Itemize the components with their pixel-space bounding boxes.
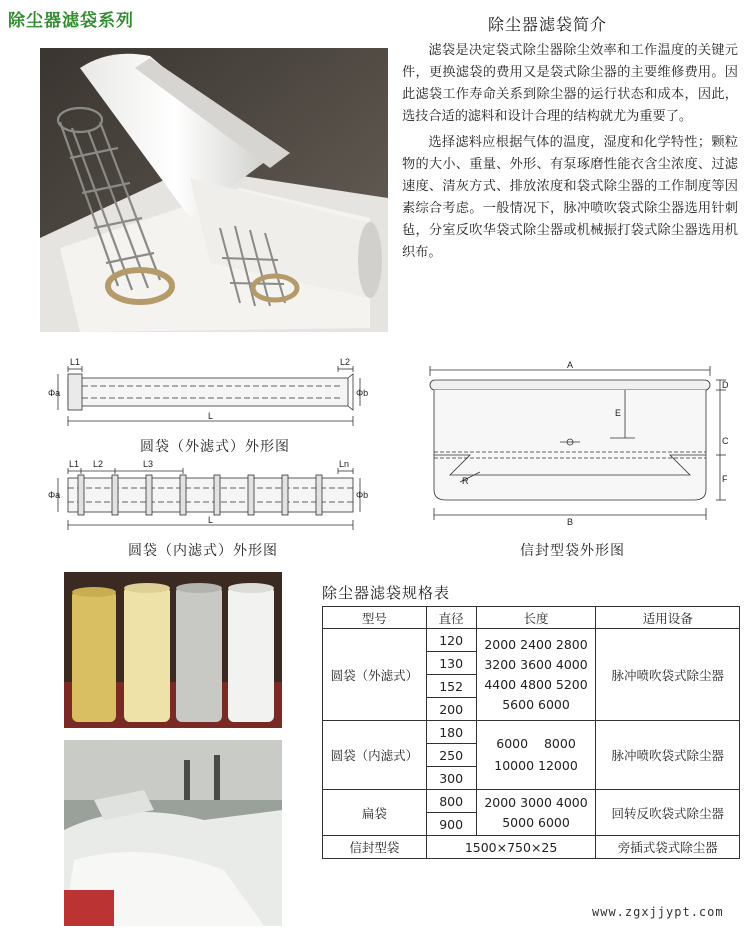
spec-diameter: 180	[426, 721, 476, 744]
spec-diameter: 250	[426, 744, 476, 767]
footer-url: www.zgxjjypt.com	[592, 905, 724, 919]
envelope-label-E: E	[615, 408, 622, 418]
inner-bag-caption: 圆袋（内滤式）外形图	[128, 543, 278, 559]
inner-label-phi-a: Φa	[48, 490, 61, 500]
outer-label-L2: L2	[340, 357, 351, 367]
spec-table	[322, 606, 740, 859]
spec-length-line: 5000 6000	[502, 814, 570, 830]
spec-length-line: 3200 3600 4000	[484, 656, 588, 672]
spec-model: 圆袋（外滤式）	[323, 629, 427, 721]
spec-table-title: 除尘器滤袋规格表	[322, 584, 451, 602]
inner-label-L: L	[208, 515, 214, 525]
filter-bag-photo	[40, 48, 388, 332]
spec-model: 扁袋	[323, 790, 427, 836]
spec-length-line: 2000 3000 4000	[484, 794, 588, 810]
spec-diameter: 300	[426, 767, 476, 790]
intro-text	[402, 40, 738, 268]
spec-lengths	[476, 790, 596, 836]
spec-lengths	[476, 629, 596, 721]
intro-paragraph-1: 滤袋是决定袋式除尘器除尘效率和工作温度的关键元件，更换滤袋的费用又是袋式除尘器的主要维修费用。因此滤袋工作寿命关系到除尘器的运行状态和成本，因此，选技合适的滤料和设计合理的结构就尤为重要了。	[402, 43, 738, 124]
colored-bags-photo	[64, 572, 282, 728]
inner-bag-diagram	[48, 458, 368, 538]
spec-header-model: 型号	[323, 607, 427, 629]
spec-diameter: 152	[426, 675, 476, 698]
spec-size: 1500×750×25	[426, 836, 596, 859]
outer-label-phi-b: Φb	[356, 388, 368, 398]
inner-label-L2: L2	[93, 459, 104, 469]
intro-paragraph-2: 选择滤料应根据气体的温度，湿度和化学特性；颗粒物的大小、重量、外形、有泵琢磨性能衣含尘浓度、过滤速度、清灰方式、排放浓度和袋式除尘器的工作制度等因素综合考虑。一般情况下，脉冲喷吹袋式除尘器选用针刺毡，分室反吹华袋式除尘器或机械振打袋式除尘器选用机织布。	[402, 135, 738, 260]
spec-equipment: 旁插式袋式除尘器	[596, 836, 740, 859]
spec-header-diameter: 直径	[426, 607, 476, 629]
spec-equipment: 回转反吹袋式除尘器	[596, 790, 740, 836]
spec-length-line: 10000 12000	[494, 758, 578, 773]
spec-lengths	[476, 721, 596, 790]
spec-diameter: 130	[426, 652, 476, 675]
spec-header-equipment: 适用设备	[596, 607, 740, 629]
spec-length-line: 4400 4800 5200	[484, 676, 588, 692]
spec-length-line: 2000 2400 2800	[484, 636, 588, 652]
spec-diameter: 200	[426, 698, 476, 721]
workshop-photo	[64, 740, 282, 926]
outer-label-phi-a: Φa	[48, 388, 61, 398]
spec-diameter: 900	[426, 813, 476, 836]
inner-label-L3: L3	[143, 459, 154, 469]
spec-diameter: 120	[426, 629, 476, 652]
spec-equipment: 脉冲喷吹袋式除尘器	[596, 629, 740, 721]
envelope-label-A: A	[567, 360, 574, 370]
inner-label-L1: L1	[69, 459, 80, 469]
envelope-label-B: B	[567, 517, 574, 527]
outer-bag-diagram	[48, 356, 368, 436]
envelope-label-F: F	[722, 474, 728, 484]
spec-model: 信封型袋	[323, 836, 427, 859]
envelope-label-R: R	[462, 476, 469, 486]
outer-bag-caption: 圆袋（外滤式）外形图	[140, 439, 290, 455]
outer-label-L: L	[208, 411, 214, 421]
spec-diameter: 800	[426, 790, 476, 813]
outer-label-L1: L1	[70, 357, 81, 367]
spec-equipment: 脉冲喷吹袋式除尘器	[596, 721, 740, 790]
envelope-label-D: D	[722, 380, 729, 390]
spec-model: 圆袋（内滤式）	[323, 721, 427, 790]
spec-length-line: 5600 6000	[502, 696, 570, 712]
spec-length-line: 6000 8000	[496, 736, 576, 751]
envelope-label-C: C	[722, 436, 729, 446]
spec-header-length: 长度	[476, 607, 596, 629]
envelope-bag-diagram	[420, 360, 740, 530]
intro-title: 除尘器滤袋简介	[488, 15, 608, 34]
inner-label-phi-b: Φb	[356, 490, 368, 500]
envelope-bag-caption: 信封型袋外形图	[520, 543, 625, 559]
inner-label-Ln: Ln	[339, 459, 350, 469]
series-title: 除尘器滤袋系列	[8, 11, 134, 31]
